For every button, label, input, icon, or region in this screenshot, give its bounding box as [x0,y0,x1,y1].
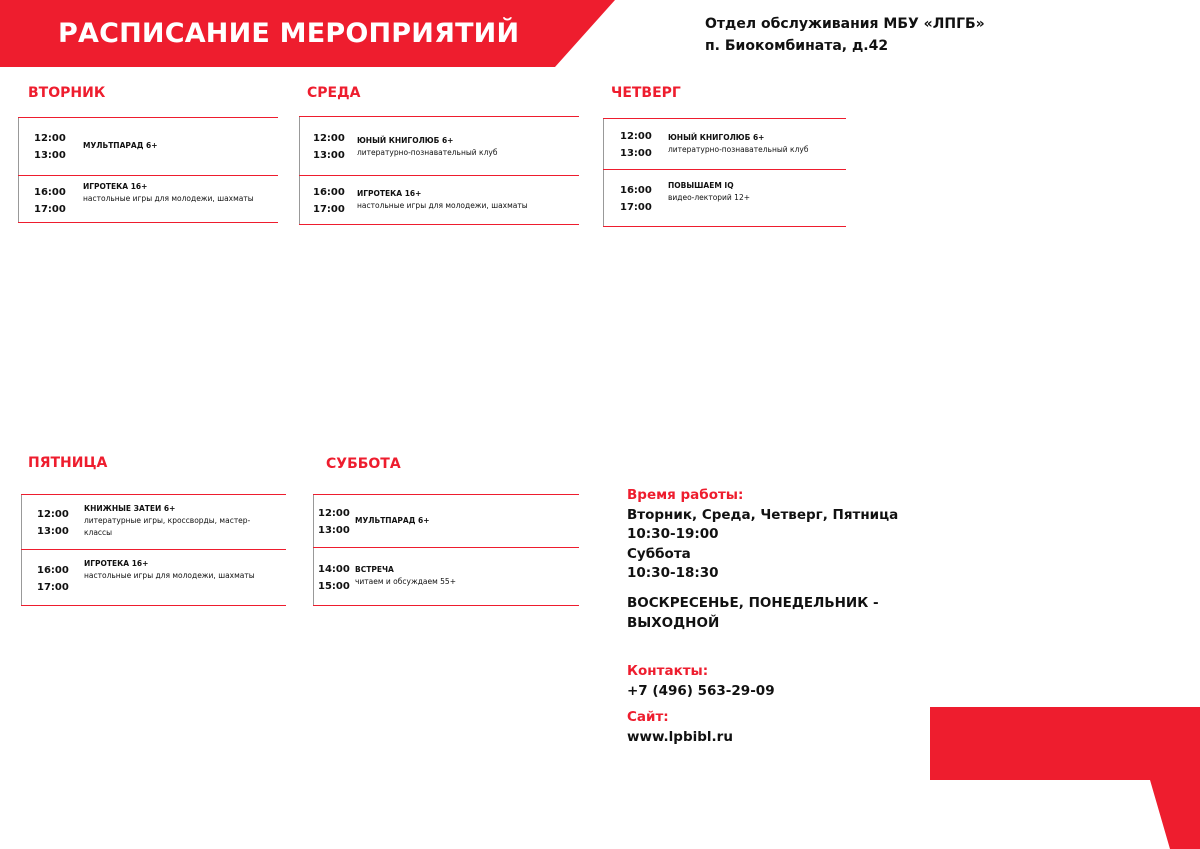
event-description: видео-лекторий 12+ [668,193,751,202]
event-title: ВСТРЕЧА [355,565,394,574]
working-hours-block [627,486,898,584]
event-title: МУЛЬТПАРАД 6+ [355,516,430,525]
schedule-row [299,117,579,176]
schedule-table-wednesday [299,116,579,225]
schedule-table-thursday [603,118,846,227]
schedule-table-friday [21,494,286,606]
event-description: настольные игры для молодежи, шахматы [84,571,255,580]
schedule-row [18,118,278,176]
event-title: ИГРОТЕКА 16+ [357,189,422,198]
event-description: читаем и обсуждаем 55+ [355,577,456,586]
closed-days-line1: ВОСКРЕСЕНЬЕ, ПОНЕДЕЛЬНИК - [627,595,879,611]
schedule-row [299,176,579,225]
weekdays-label: Вторник, Среда, Четверг, Пятница [627,506,899,523]
contacts-label: Контакты: [627,663,709,679]
event-info [357,188,572,212]
event-info [84,558,282,582]
corner-decoration [930,707,1200,849]
event-info [668,180,843,204]
schedule-row [18,176,278,223]
event-info [83,140,273,152]
event-title: ИГРОТЕКА 16+ [84,559,149,568]
time-range: 12:00 13:00 [34,133,66,161]
event-title: ИГРОТЕКА 16+ [83,182,148,191]
event-title: ЮНЫЙ КНИГОЛЮБ 6+ [357,136,454,145]
site-label: Сайт: [627,709,669,725]
event-title: МУЛЬТПАРАД 6+ [83,141,158,150]
organization-block [705,13,985,57]
event-info [355,515,555,527]
time-range: 12:00 13:00 [37,509,69,537]
schedule-table-saturday [313,494,579,606]
closed-days-line2: ВЫХОДНОЙ [627,614,720,631]
day-heading-thursday: ЧЕТВЕРГ [611,85,681,101]
event-info [84,503,264,539]
weekdays-hours: 10:30-19:00 [627,526,719,542]
day-heading-saturday: СУББОТА [326,456,401,472]
day-heading-friday: ПЯТНИЦА [28,455,108,471]
schedule-row [313,548,579,606]
time-range: 16:00 17:00 [313,187,345,215]
saturday-label: Суббота [627,545,691,562]
time-range: 16:00 17:00 [620,185,652,213]
time-range: 16:00 17:00 [34,187,66,215]
saturday-hours: 10:30-18:30 [627,565,719,581]
site-block [627,708,733,747]
event-description: литературные игры, кроссворды, мастер-классы [84,516,251,537]
site-link[interactable]: www.lpbibl.ru [627,728,733,745]
event-info [357,135,567,159]
time-range: 14:00 15:00 [318,564,350,592]
time-range: 16:00 17:00 [37,565,69,593]
time-range: 12:00 13:00 [313,133,345,161]
schedule-row [603,170,846,227]
time-range: 12:00 13:00 [318,508,350,536]
closed-days-block [627,594,879,633]
schedule-row [21,550,286,606]
event-title: ПОВЫШАЕМ IQ [668,181,734,190]
schedule-row [21,495,286,550]
schedule-table-tuesday [18,117,278,223]
day-heading-wednesday: СРЕДА [307,85,361,101]
day-heading-tuesday: ВТОРНИК [28,85,106,101]
page-title: РАСПИСАНИЕ МЕРОПРИЯТИЙ [58,18,520,49]
working-hours-label: Время работы: [627,487,744,503]
schedule-row [313,495,579,548]
organization-address: п. Биокомбината, д.42 [705,38,889,54]
event-info [668,132,843,156]
event-title: ЮНЫЙ КНИГОЛЮБ 6+ [668,133,765,142]
event-title: КНИЖНЫЕ ЗАТЕИ 6+ [84,504,176,513]
contacts-block [627,662,775,701]
organization-name: Отдел обслуживания МБУ «ЛПГБ» [705,16,985,32]
event-description: литературно-познавательный клуб [668,145,809,154]
phone-number: +7 (496) 563-29-09 [627,682,775,699]
event-description: настольные игры для молодежи, шахматы [357,201,528,210]
event-info [83,181,275,205]
event-description: литературно-познавательный клуб [357,148,498,157]
schedule-row [603,119,846,170]
time-range: 12:00 13:00 [620,131,652,159]
event-description: настольные игры для молодежи, шахматы [83,194,254,203]
event-info [355,564,555,588]
